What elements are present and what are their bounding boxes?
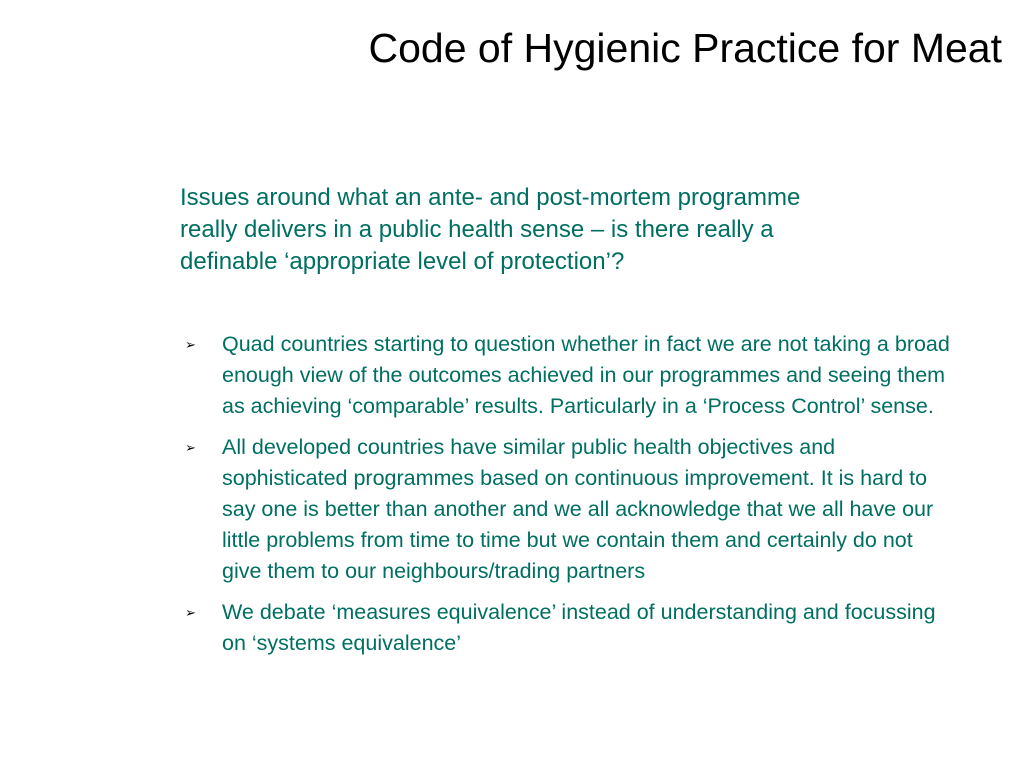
arrow-bullet-icon: ➢ [185,605,196,620]
bullet-text: We debate ‘measures equivalence’ instead of understanding and focussing on ‘systems equivalence’ [222,600,936,655]
bullet-item [180,432,950,587]
arrow-bullet-icon: ➢ [185,440,196,455]
intro-paragraph: Issues around what an ante- and post-mortem programme really delivers in a public health sense – is there really a definable ‘appropriate level of protection’? [180,184,801,275]
slide-title: Code of Hygienic Practice for Meat [368,25,1002,71]
bullet-text: All developed countries have similar public health objectives and sophisticated programmes based on continuous improvement. It is hard to say one is better than another and we all acknowledge that we all have our little problems from time to time but we contain them and certainly do not give them to our neighbours/trading partners [222,435,934,583]
bullet-text: Quad countries starting to question whether in fact we are not taking a broad enough view of the outcomes achieved in our programmes and seeing them as achieving ‘comparable’ results. Particularly in a ‘Process Control’ sense. [222,332,950,418]
arrow-bullet-icon: ➢ [185,337,196,352]
bullet-list [180,329,950,669]
bullet-item [180,597,950,659]
bullet-item [180,329,950,422]
